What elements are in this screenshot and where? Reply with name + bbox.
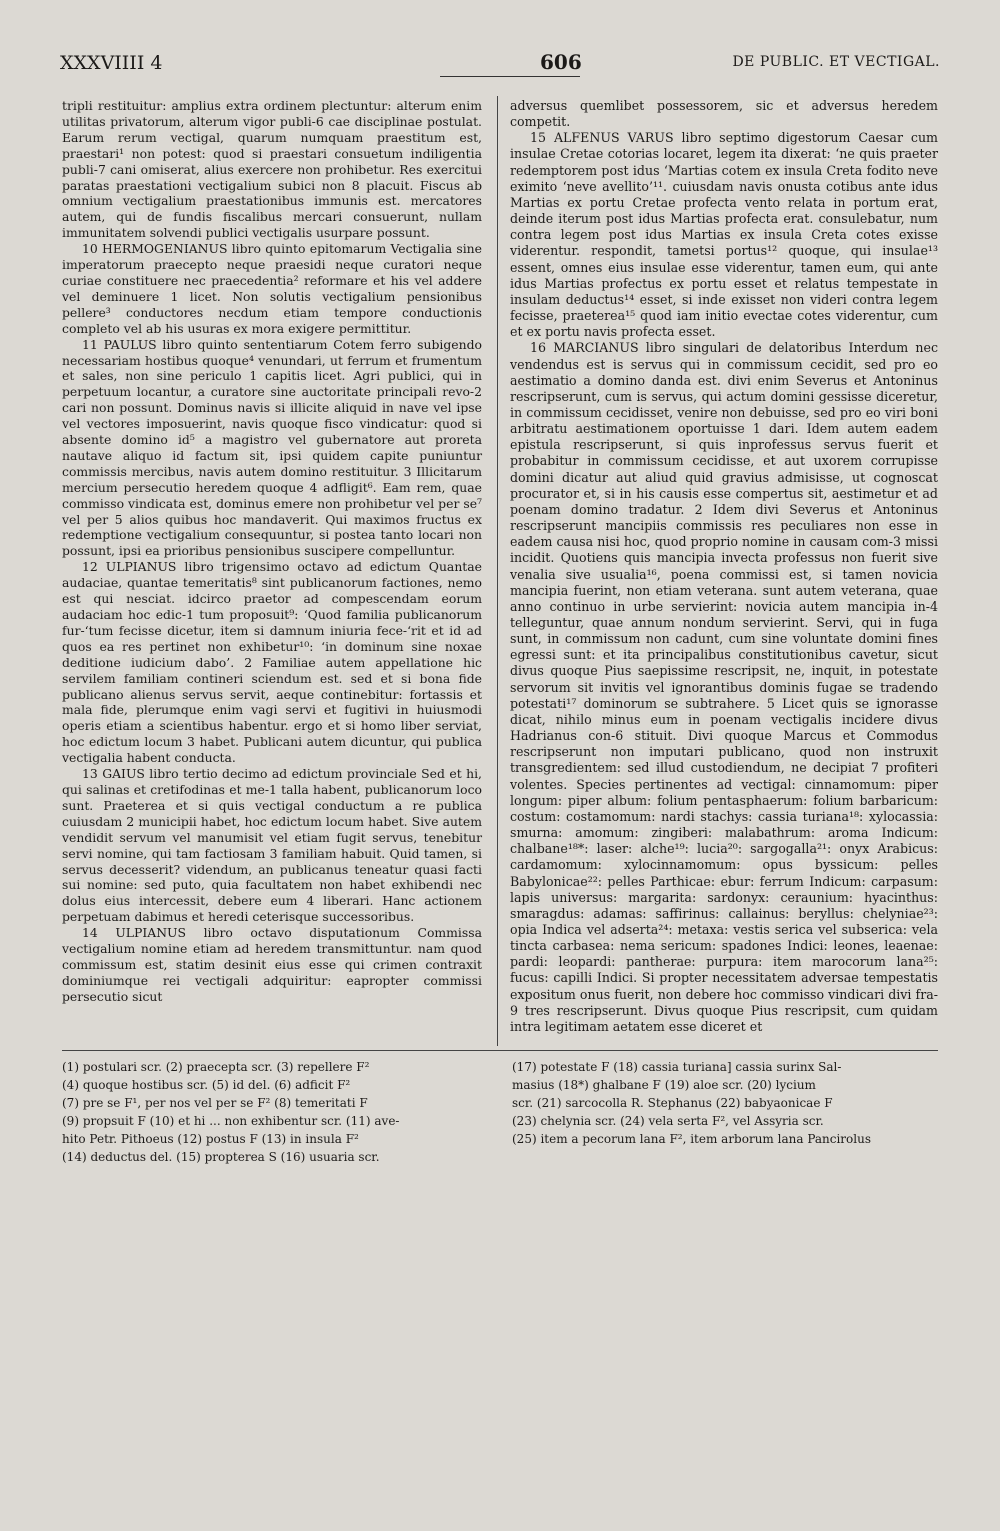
footnotes-left — [62, 1058, 482, 1166]
book-title-number: XXXVIIII 4 — [60, 52, 163, 74]
footnote-line: masius (18*) ghalbane F (19) aloe scr. (20) lycium — [512, 1078, 816, 1092]
left-column — [62, 98, 482, 1005]
page-number: 606 — [540, 50, 582, 74]
paragraph: tripli restituitur: amplius extra ordinem plectuntur: alterum enim utilitas privatorum, alterum vigor publi-6 cae disciplinae postulat. Earum rerum vectigal, quarum numquam praestitum est, praestari¹ non potest: quod si praestari consuetum indiligentia publi-7 cani omiserat, alius exercere non prohibetur. Res exercitui paratas praestationi vectigalium subici non 8 placuit. Fiscus ab omnium vectigalium praestationibus immunis est. mercatores autem, qui de fundis fiscalibus mercari consuerunt, nullam immunitatem solvendi publici vectigalis usurpare possunt. — [62, 98, 482, 241]
paragraph: 16 MARCIANUS libro singulari de delatoribus Interdum nec vendendus est is servus qui in commissum cecidit, sed pro eo aestimatio a domino danda est. divi enim Severus et Antoninus rescripserunt, cum is servus, qui actum domini gessisse diceretur, in commissum cecidisset, venire non debuisse, sed pro eo viri boni arbitratu aestimationem oportuisse 1 dari. Idem autem eadem epistula rescripserunt, si quis inprofessus servus fuerit et probabitur in commissum cecidisse, et aut uxorem corrupisse domini dicatur aut aliud quid gravius admisisse, ut cognoscat procurator et, si in his causis esse compertus sit, aestimetur et ad poenam domino tradatur. 2 Idem divi Severus et Antoninus rescripserunt mancipiis commissis res peculiares non esse in eadem causa nisi hoc, quod proprio nomine in causam com-3 missi incidit. Quotiens quis mancipia invecta professus non fuerit sive venalia sive usualia¹⁶, poena commissi est, si tamen novicia mancipia fuerint, non etiam veterana. sunt autem veterana, quae anno continuo in urbe servierint: novicia autem mancipia in-4 telleguntur, quae annum nondum servierint. Servi, qui in fuga sunt, in commissum non cadunt, cum sine voluntate domini fines egressi sunt: et ita principalibus constitutionibus cavetur, sicut divus quoque Pius saepissime rescripsit, ne, inquit, in potestate servorum sit invitis vel ignorantibus dominis fugae se tradendo potestati¹⁷ dominorum se subtrahere. 5 Licet quis se ignorasse dicat, nihilo minus eum in poenam vectigalis incidere divus Hadrianus con-6 stituit. Divi quoque Marcus et Commodus rescripserunt non imputari publicano, quod non instruxit transgredientem: sed illud custodiendum, ne decipiat 7 profiteri volentes. Species pertinentes ad vectigal: cinnamomum: piper longum: piper album: folium pentasphaerum: folium barbaricum: costum: costamomum: nardi stachys: cassia turiana¹⁸: xylocassia: smurna: amomum: zingiberi: malabathrum: aroma Indicum: chalbane¹⁸*: laser: alche¹⁹: lucia²⁰: sargogalla²¹: onyx Arabicus: cardamomum: xylocinnamomum: opus byssicum: pelles Babylonicae²²: pelles Parthicae: ebur: ferrum Indicum: carpasum: lapis universus: margarita: sardonyx: ceraunium: hyacinthus: smaragdus: adamas: saffirinus: callainus: beryllus: chelyniae²³: opia Indica vel adserta²⁴: metaxa: vestis serica vel subserica: vela tincta carbasea: nema sericum: spadones Indici: leones, leaenae: pardi: leopardi: pantherae: purpura: item marocorum lana²⁵: fucus: capilli Indici. Si propter necessitatem adversae tempestatis expositum onus fuerit, non debere hoc commisso vindicari divi fra-9 tres rescripserunt. Divus quoque Pius rescripsit, cum quidam intra legitimam aetatem esse diceret et — [510, 340, 938, 1034]
right-column — [510, 98, 938, 1035]
footnotes-right — [512, 1058, 940, 1148]
column-divider — [497, 96, 498, 1046]
footnote-line: scr. (21) sarcocolla R. Stephanus (22) babyaonicae F — [512, 1096, 833, 1110]
footnote-line: (4) quoque hostibus scr. (5) id del. (6) adficit F² — [62, 1078, 351, 1092]
footnote-line: (23) chelynia scr. (24) vela serta F², vel Assyria scr. — [512, 1114, 824, 1128]
paragraph: adversus quemlibet possessorem, sic et adversus heredem competit. — [510, 98, 938, 130]
header-rule — [440, 76, 580, 77]
paragraph: 15 ALFENUS VARUS libro septimo digestorum Caesar cum insulae Cretae cotorias locaret, legem ita dixerat: ‘ne quis praeter redemptorem post idus ‘Martias cotem ex insula Creta fodito neve eximito ‘neve avellito’¹¹. cuiusdam navis onusta cotibus ante idus Martias ex portu Cretae profecta vento relata in portum erat, deinde iterum post idus Martias profecta erat. consulebatur, num contra legem post idus Martias ex insula Creta cotes exisse viderentur. respondit, tametsi portus¹² quoque, qui insulae¹³ essent, omnes eius insulae esse viderentur, tamen eum, qui ante idus Martias profectus ex portu esset et relatus tempestate in insulam deductus¹⁴ esset, si inde exisset non videri contra legem fecisse, praeterea¹⁵ quod iam initio evectae cotes viderentur, cum et ex portu navis profecta esset. — [510, 130, 938, 340]
footnote-line: (14) deductus del. (15) propterea S (16) usuaria scr. — [62, 1150, 380, 1164]
footnote-line: (1) postulari scr. (2) praecepta scr. (3) repellere F² — [62, 1060, 370, 1074]
footnote-line: (9) propsuit F (10) et hi ... non exhibentur scr. (11) ave- — [62, 1114, 400, 1128]
paragraph: 13 GAIUS libro tertio decimo ad edictum provinciale Sed et hi, qui salinas et cretifodinas et me-1 talla habent, publicanorum loco sunt. Praeterea et si quis vectigal conductum a re publica cuiusdam 2 municipii habet, hoc edictum locum habet. Sive autem vendidit servum vel manumisit vel etiam fugit servus, tenebitur servi nomine, qui tam factiosam 3 familiam habuit. Quid tamen, si servus decesserit? videndum, an publicanus teneatur quasi facti sui nomine: sed puto, quia facultatem non habet exhibendi nec dolus eius intercessit, debere eum 4 liberari. Hanc actionem perpetuam dabimus et heredi ceterisque successoribus. — [62, 766, 482, 925]
footnote-line: (7) pre se F¹, per nos vel per se F² (8) temeritati F — [62, 1096, 368, 1110]
paragraph: 11 PAULUS libro quinto sententiarum Cotem ferro subigendo necessariam hostibus quoque⁴ venundari, ut ferrum et frumentum et sales, non sine periculo 1 capitis licet. Agri publici, qui in perpetuum locantur, a curatore sine auctoritate principali revo-2 cari non possunt. Dominus navis si illicite aliquid in nave vel ipse vel vectores imposuerint, navis quoque fisco vindicatur: quod si absente domino id⁵ a magistro vel gubernatore aut proreta nautave aliquo id factum sit, ipsi quidem capite puniuntur commissis mercibus, navis autem domino restituitur. 3 Illicitarum mercium persecutio heredem quoque 4 adfligit⁶. Eam rem, quae commisso vindicata est, dominus emere non prohibetur vel per se⁷ vel per 5 alios quibus hoc mandaverit. Qui maximos fructus ex redemptione vectigalium consequuntur, si postea tanto locari non possunt, ipsi ea prioribus pensionibus suscipere compelluntur. — [62, 336, 482, 559]
paragraph: 14 ULPIANUS libro octavo disputationum Commissa vectigalium nomine etiam ad heredem transmittuntur. nam quod commissum est, statim desinit eius esse qui crimen contraxit dominiumque rei vectigali adquiritur: eapropter commissi persecutio sicut — [62, 925, 482, 1004]
footnote-line: (17) potestate F (18) cassia turiana] cassia surinx Sal- — [512, 1060, 842, 1074]
footnote-line: (25) item a pecorum lana F², item arborum lana Pancirolus — [512, 1132, 871, 1146]
paragraph: 12 ULPIANUS libro trigensimo octavo ad edictum Quantae audaciae, quantae temeritatis⁸ sint publicanorum factiones, nemo est qui nesciat. idcirco praetor ad compescendam eorum audaciam hoc edic-1 tum proposuit⁹: ‘Quod familia publicanorum fur-‘tum fecisse dicetur, item si damnum iniuria fece-‘rit et id ad quos ea res pertinet non exhibetur¹⁰: ‘in dominum sine noxae deditione iudicium dabo’. 2 Familiae autem appellatione hic servilem familiam contineri sciendum est. sed et si bona fide publicano alienus servus servit, aeque continebitur: fortassis et mala fide, plerumque enim vagi servi et fugitivi in huiusmodi operis etiam a scientibus habentur. ergo et si homo liber serviat, hoc edictum locum 3 habet. Publicani autem dicuntur, qui publica vectigalia habent conducta. — [62, 559, 482, 766]
footnote-rule — [62, 1050, 938, 1051]
footnote-line: hito Petr. Pithoeus (12) postus F (13) in insula F² — [62, 1132, 359, 1146]
running-title: DE PUBLIC. ET VECTIGAL. — [732, 54, 940, 70]
paragraph: 10 HERMOGENIANUS libro quinto epitomarum Vectigalia sine imperatorum praecepto neque praesidi neque curatori neque curiae constituere nec praecedentia² reformare et his vel addere vel deminuere 1 licet. Non solutis vectigalium pensionibus pellere³ conductores necdum etiam tempore conductionis completo vel ab his usuras ex mora exigere permittitur. — [62, 241, 482, 336]
